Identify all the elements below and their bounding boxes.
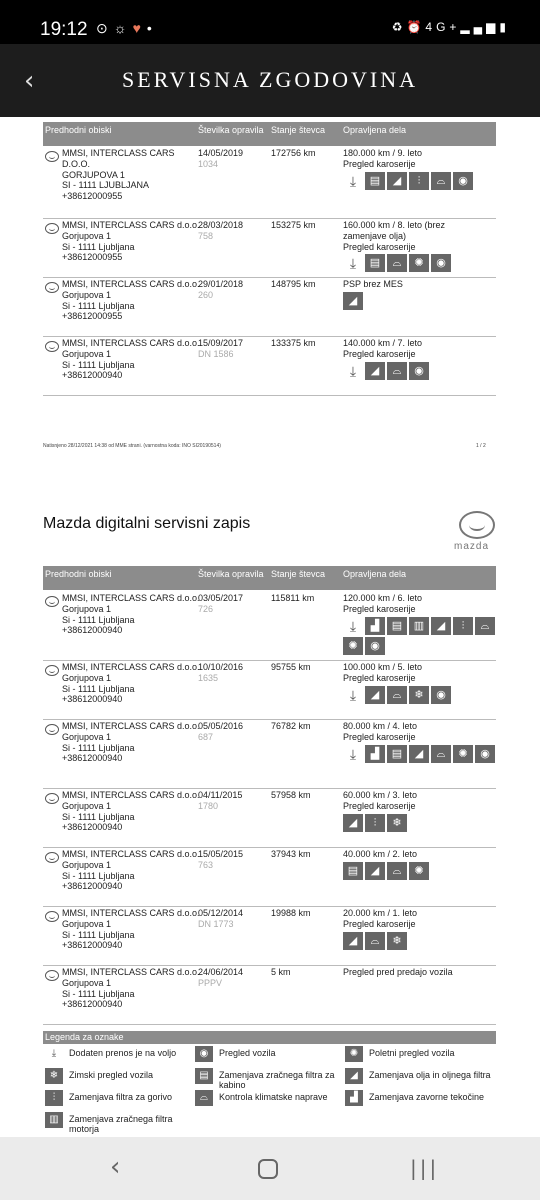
4g-icon: 4G+ — [425, 20, 461, 34]
table-row — [43, 848, 496, 907]
col-work-done: Opravljena dela — [343, 569, 407, 579]
work-done: 120.000 km / 6. leto Pregled karoserije ⤓ ▟ ▤ ▥ ◢ ⫶ ⌓ ✺ ◉ — [343, 593, 496, 655]
download-icon[interactable]: ⤓ — [343, 745, 363, 763]
sun-icon: ✺ — [343, 637, 363, 655]
job-number: 260 — [198, 289, 214, 300]
notification-icons — [96, 20, 158, 37]
download-icon[interactable]: ⤓ — [343, 686, 363, 704]
dot-icon: • — [146, 20, 158, 36]
odometer-value: 133375 km — [271, 338, 316, 348]
eye-icon: ◉ — [431, 254, 451, 272]
work-done: 140.000 km / 7. leto Pregled karoserije ⤓ ◢ ⌓ ◉ — [343, 338, 496, 380]
job-date: 05/12/2014 DN 1773 — [198, 908, 244, 929]
climate-icon: ⌓ — [387, 254, 407, 272]
work-done: 180.000 km / 9. leto Pregled karoserije ⤓ ▤ ◢ ⫶ ⌓ ◉ — [343, 148, 496, 190]
mazda-logo-icon — [45, 596, 59, 607]
odometer-value: 19988 km — [271, 908, 311, 918]
dealer-address: MMSI, INTERCLASS CARS D.O.O. GORJUPOVA 1 SI - 1111 LJUBLJANA +38612000955 — [62, 148, 175, 202]
table-row — [43, 592, 496, 661]
fuel-filter-icon: ⫶ — [365, 814, 385, 832]
messenger-icon: ⊙ — [96, 20, 114, 36]
table-row — [43, 219, 496, 278]
eye-icon: ◉ — [453, 172, 473, 190]
work-done: 160.000 km / 8. leto (brez zamenjave olja) Pregled karoserije ⤓ ▤ ⌓ ✺ ◉ — [343, 220, 496, 272]
sun-icon: ✺ — [453, 745, 473, 763]
cabin-filter-icon: ▤ — [365, 172, 385, 190]
cabin-filter-icon: ▤ — [365, 254, 385, 272]
eye-icon: ◉ — [431, 686, 451, 704]
dealer-address: MMSI, INTERCLASS CARS d.o.o. Gorjupova 1 Si - 1111 Ljubljana +38612000955 — [62, 220, 200, 263]
printed-note: Natisnjeno 28/12/2021 14:38 od MME strani. (varnostna koda: INO SI20190514) — [43, 443, 221, 449]
work-done: 60.000 km / 3. leto Pregled karoserije ◢ ⫶ ❄ — [343, 790, 496, 832]
download-icon[interactable]: ⤓ — [343, 172, 363, 190]
job-number: PPPV — [198, 977, 223, 988]
legend-item: ▤ Zamenjava zračnega filtra za kabino — [195, 1068, 345, 1092]
service-icons — [343, 254, 496, 272]
engine-air-filter-icon: ▥ — [45, 1112, 63, 1128]
service-icons — [343, 292, 496, 310]
legend-item: ⤓ Dodaten prenos je na voljo — [45, 1046, 195, 1068]
odometer-value: 57958 km — [271, 790, 311, 800]
odometer-value: 153275 km — [271, 220, 316, 230]
work-done: Pregled pred predajo vozila — [343, 967, 453, 977]
col-previous-visits: Predhodni obiski — [45, 569, 112, 579]
odometer-value: 172756 km — [271, 148, 316, 158]
job-date: 04/11/2015 1780 — [198, 790, 243, 811]
job-number: 726 — [198, 603, 214, 614]
fuel-filter-icon: ⫶ — [453, 617, 473, 635]
service-icons — [343, 814, 496, 832]
table-row — [43, 907, 496, 966]
legend-item: ▟ Zamenjava zavorne tekočine — [345, 1090, 495, 1112]
snowflake-icon: ❄ — [387, 932, 407, 950]
table-row — [43, 789, 496, 848]
climate-icon: ⌓ — [195, 1090, 213, 1106]
job-number: 1635 — [198, 672, 219, 683]
mazda-logo-icon — [45, 793, 59, 804]
signal-icon: ▂▄▆ — [460, 20, 500, 34]
job-date: 15/09/2017 DN 1586 — [198, 338, 244, 359]
mazda-logo-icon — [45, 282, 59, 293]
job-date: 15/05/2015 763 — [198, 849, 244, 870]
job-date: 03/05/2017 726 — [198, 593, 244, 614]
sun-icon: ✺ — [345, 1046, 363, 1062]
legend-item: ⫶ Zamenjava filtra za gorivo — [45, 1090, 195, 1112]
snowflake-icon: ❄ — [409, 686, 429, 704]
service-icons — [343, 862, 496, 880]
mazda-logo-icon — [45, 151, 59, 162]
climate-icon: ⌓ — [431, 172, 451, 190]
mazda-logo-icon — [45, 724, 59, 735]
col-odometer: Stanje števca — [271, 125, 326, 135]
table-row — [43, 147, 496, 219]
nav-home-button[interactable] — [258, 1159, 278, 1179]
dealer-address: MMSI, INTERCLASS CARS d.o.o. Gorjupova 1 Si - 1111 Ljubljana +38612000940 — [62, 338, 200, 381]
status-bar — [0, 0, 540, 44]
fuel-filter-icon: ⫶ — [45, 1090, 63, 1106]
page-number: 1 / 2 — [476, 443, 486, 449]
job-number: 687 — [198, 731, 214, 742]
odometer-value: 148795 km — [271, 279, 316, 289]
service-icons — [343, 362, 496, 380]
oil-can-icon: ◢ — [431, 617, 451, 635]
mazda-wordmark: mazda — [454, 541, 490, 552]
weather-icon: ☼ — [113, 20, 133, 36]
table-row — [43, 966, 496, 1025]
job-date: 14/05/2019 1034 — [198, 148, 244, 169]
download-icon[interactable]: ⤓ — [343, 254, 363, 272]
mazda-logo-icon — [45, 223, 59, 234]
battery-icon: ▮ — [499, 20, 510, 34]
work-done: 20.000 km / 1. leto Pregled karoserije ◢ ⌓ ❄ — [343, 908, 496, 950]
oil-can-icon: ◢ — [387, 172, 407, 190]
col-job-number: Številka opravila — [198, 569, 264, 579]
clock: 19:12 — [40, 19, 88, 40]
nav-back-button[interactable]: ‹ — [110, 1152, 121, 1182]
oil-can-icon: ◢ — [343, 292, 363, 310]
service-icons — [343, 617, 496, 655]
work-done: 100.000 km / 5. leto Pregled karoserije ⤓ ◢ ⌓ ❄ ◉ — [343, 662, 496, 704]
job-number: 758 — [198, 230, 214, 241]
legend-item: ◉ Pregled vozila — [195, 1046, 345, 1068]
health-icon: ♥ — [132, 20, 147, 36]
job-number: 1034 — [198, 158, 219, 169]
table-row — [43, 720, 496, 789]
oil-can-icon: ◢ — [409, 745, 429, 763]
job-number: DN 1586 — [198, 348, 234, 359]
service-icons — [343, 686, 496, 704]
climate-icon: ⌓ — [387, 862, 407, 880]
job-date: 28/03/2018 758 — [198, 220, 244, 241]
legend-item: ▥ Zamenjava zračnega filtra motorja — [45, 1112, 195, 1136]
dealer-address: MMSI, INTERCLASS CARS d.o.o. Gorjupova 1 Si - 1111 Ljubljana +38612000940 — [62, 908, 200, 951]
service-document[interactable] — [0, 117, 540, 1137]
fuel-filter-icon: ⫶ — [409, 172, 429, 190]
odometer-value: 95755 km — [271, 662, 311, 672]
oil-can-icon: ◢ — [365, 686, 385, 704]
recycle-icon: ♻ — [391, 20, 407, 34]
mazda-logo-icon — [45, 852, 59, 863]
mazda-logo-icon — [45, 970, 59, 981]
eye-icon: ◉ — [475, 745, 495, 763]
snowflake-icon: ❄ — [45, 1068, 63, 1084]
dealer-address: MMSI, INTERCLASS CARS d.o.o. Gorjupova 1 Si - 1111 Ljubljana +38612000940 — [62, 967, 200, 1010]
climate-icon: ⌓ — [475, 617, 495, 635]
climate-icon: ⌓ — [387, 686, 407, 704]
table-row — [43, 278, 496, 337]
table-row — [43, 661, 496, 720]
climate-icon: ⌓ — [365, 932, 385, 950]
odometer-value: 37943 km — [271, 849, 311, 859]
work-done: 40.000 km / 2. leto ▤ ◢ ⌓ ✺ — [343, 849, 496, 880]
job-number: DN 1773 — [198, 918, 234, 929]
cabin-filter-icon: ▤ — [343, 862, 363, 880]
oil-can-icon: ◢ — [345, 1068, 363, 1084]
engine-air-filter-icon: ▥ — [409, 617, 429, 635]
job-date: 24/06/2014 PPPV — [198, 967, 244, 988]
table-header — [43, 122, 496, 146]
job-date: 10/10/2016 1635 — [198, 662, 244, 683]
sun-icon: ✺ — [409, 862, 429, 880]
oil-can-icon: ◢ — [365, 362, 385, 380]
document-title: Mazda digitalni servisni zapis — [43, 515, 251, 532]
climate-icon: ⌓ — [387, 362, 407, 380]
brake-fluid-icon: ▟ — [345, 1090, 363, 1106]
service-icons — [343, 745, 496, 763]
dealer-address: MMSI, INTERCLASS CARS d.o.o. Gorjupova 1 Si - 1111 Ljubljana +38612000940 — [62, 721, 200, 764]
mazda-logo-icon — [45, 341, 59, 352]
oil-can-icon: ◢ — [343, 814, 363, 832]
odometer-value: 115811 km — [271, 593, 315, 603]
download-icon[interactable]: ⤓ — [343, 617, 363, 635]
table-header — [43, 566, 496, 590]
cabin-filter-icon: ▤ — [387, 745, 407, 763]
cabin-filter-icon: ▤ — [195, 1068, 213, 1084]
cabin-filter-icon: ▤ — [387, 617, 407, 635]
brake-fluid-icon: ▟ — [365, 617, 385, 635]
legend-item: ❄ Zimski pregled vozila — [45, 1068, 195, 1092]
odometer-value: 5 km — [271, 967, 291, 977]
col-work-done: Opravljena dela — [343, 125, 407, 135]
job-number: 763 — [198, 859, 214, 870]
system-nav-bar — [0, 1137, 540, 1200]
app-bar — [0, 44, 540, 117]
col-previous-visits: Predhodni obiski — [45, 125, 112, 135]
download-icon[interactable]: ⤓ — [343, 362, 363, 380]
col-odometer: Stanje števca — [271, 569, 326, 579]
eye-icon: ◉ — [365, 637, 385, 655]
mazda-logo-icon — [45, 911, 59, 922]
job-date: 29/01/2018 260 — [198, 279, 244, 300]
legend-item: ✺ Poletni pregled vozila — [345, 1046, 495, 1068]
service-icons — [343, 172, 496, 190]
mazda-logo-icon — [45, 665, 59, 676]
dealer-address: MMSI, INTERCLASS CARS d.o.o. Gorjupova 1 Si - 1111 Ljubljana +38612000940 — [62, 593, 200, 636]
dealer-address: MMSI, INTERCLASS CARS d.o.o. Gorjupova 1 Si - 1111 Ljubljana +38612000940 — [62, 849, 200, 892]
back-button[interactable]: ‹ — [24, 66, 35, 96]
col-job-number: Številka opravila — [198, 125, 264, 135]
work-done: PSP brez MES ◢ — [343, 279, 496, 310]
oil-can-icon: ◢ — [343, 932, 363, 950]
nav-recent-apps-button[interactable]: ||| — [410, 1156, 440, 1180]
legend-item: ⌓ Kontrola klimatske naprave — [195, 1090, 345, 1112]
mazda-logo-icon — [459, 511, 495, 539]
eye-icon: ◉ — [409, 362, 429, 380]
system-icons — [392, 20, 510, 34]
work-done: 80.000 km / 4. leto Pregled karoserije ⤓ ▟ ▤ ◢ ⌓ ✺ ◉ — [343, 721, 496, 763]
dealer-address: MMSI, INTERCLASS CARS d.o.o. Gorjupova 1 Si - 1111 Ljubljana +38612000940 — [62, 662, 200, 705]
page-title: SERVISNA ZGODOVINA — [121, 67, 419, 92]
job-date: 05/05/2016 687 — [198, 721, 244, 742]
alarm-icon: ⏰ — [406, 20, 426, 34]
sun-icon: ✺ — [409, 254, 429, 272]
odometer-value: 76782 km — [271, 721, 311, 731]
oil-can-icon: ◢ — [365, 862, 385, 880]
service-icons — [343, 932, 496, 950]
download-icon: ⤓ — [45, 1046, 63, 1062]
brake-fluid-icon: ▟ — [365, 745, 385, 763]
snowflake-icon: ❄ — [387, 814, 407, 832]
legend-item: ◢ Zamenjava olja in oljnega filtra — [345, 1068, 497, 1092]
climate-icon: ⌓ — [431, 745, 451, 763]
table-row — [43, 337, 496, 396]
dealer-address: MMSI, INTERCLASS CARS d.o.o. Gorjupova 1 Si - 1111 Ljubljana +38612000940 — [62, 790, 200, 833]
job-number: 1780 — [198, 800, 219, 811]
legend-title: Legenda za oznake — [43, 1031, 496, 1044]
dealer-address: MMSI, INTERCLASS CARS d.o.o. Gorjupova 1 Si - 1111 Ljubljana +38612000955 — [62, 279, 200, 322]
eye-icon: ◉ — [195, 1046, 213, 1062]
